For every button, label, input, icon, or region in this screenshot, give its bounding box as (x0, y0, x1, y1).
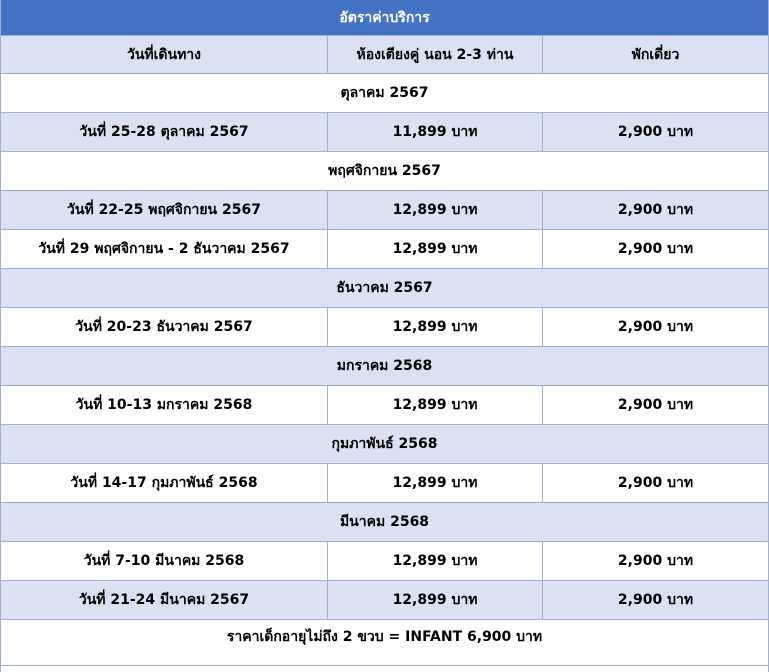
travel-date-cell: วันที่ 25-28 ตุลาคม 2567 (1, 113, 328, 151)
table-row (1, 386, 768, 425)
double-room-price-cell: 12,899 บาท (328, 581, 543, 619)
month-label: มกราคม 2568 (336, 358, 433, 374)
single-supplement-cell: 2,900 บาท (617, 319, 694, 335)
header-single-supplement: พักเดี่ยว (631, 46, 680, 63)
table-row (1, 230, 768, 269)
travel-date-cell: วันที่ 22-25 พฤศจิกายน 2567 (1, 191, 328, 229)
month-row (1, 503, 768, 542)
header-travel-date: วันที่เดินทาง (1, 36, 328, 73)
month-label: ตุลาคม 2567 (340, 85, 429, 101)
month-row (1, 269, 768, 308)
month-label: กุมภาพันธ์ 2568 (331, 436, 438, 452)
travel-date-cell: วันที่ 29 พฤศจิกายน - 2 ธันวาคม 2567 (1, 230, 328, 268)
month-row (1, 347, 768, 386)
double-room-price-cell: 12,899 บาท (328, 191, 543, 229)
infant-price-note: ราคาเด็กอายุไม่ถึง 2 ขวบ = INFANT 6,900 บาท (226, 629, 543, 645)
travel-date-cell: วันที่ 7-10 มีนาคม 2568 (1, 542, 328, 580)
travel-date-cell: วันที่ 21-24 มีนาคม 2567 (1, 581, 328, 619)
travel-date-cell: วันที่ 20-23 ธันวาคม 2567 (1, 308, 328, 346)
month-row (1, 425, 768, 464)
table-row (1, 542, 768, 581)
table-title-row (1, 0, 768, 36)
travel-date-cell: วันที่ 14-17 กุมภาพันธ์ 2568 (1, 464, 328, 502)
table-row (1, 191, 768, 230)
single-supplement-cell: 2,900 บาท (617, 475, 694, 491)
single-supplement-cell: 2,900 บาท (617, 241, 694, 257)
table-row (1, 464, 768, 503)
header-double-room: ห้องเตียงคู่ นอน 2-3 ท่าน (328, 36, 543, 73)
table-header-row (1, 36, 768, 74)
month-row (1, 152, 768, 191)
travel-date-cell: วันที่ 10-13 มกราคม 2568 (1, 386, 328, 424)
single-supplement-cell: 2,900 บาท (617, 397, 694, 413)
table-row (1, 113, 768, 152)
table-title: อัตราค่าบริการ (339, 9, 430, 26)
single-supplement-cell: 2,900 บาท (617, 592, 694, 608)
month-label: มีนาคม 2568 (339, 514, 430, 530)
month-row (1, 74, 768, 113)
month-label: ธันวาคม 2567 (336, 280, 433, 296)
single-supplement-cell: 2,900 บาท (617, 124, 694, 140)
double-room-price-cell: 12,899 บาท (328, 308, 543, 346)
infant-price-row (1, 620, 768, 666)
table-row (1, 308, 768, 347)
table-row (1, 581, 768, 620)
double-room-price-cell: 12,899 บาท (328, 386, 543, 424)
single-supplement-cell: 2,900 บาท (617, 202, 694, 218)
double-room-price-cell: 12,899 บาท (328, 230, 543, 268)
month-label: พฤศจิกายน 2567 (328, 163, 441, 179)
single-supplement-cell: 2,900 บาท (617, 553, 694, 569)
double-room-price-cell: 11,899 บาท (328, 113, 543, 151)
double-room-price-cell: 12,899 บาท (328, 542, 543, 580)
double-room-price-cell: 12,899 บาท (328, 464, 543, 502)
